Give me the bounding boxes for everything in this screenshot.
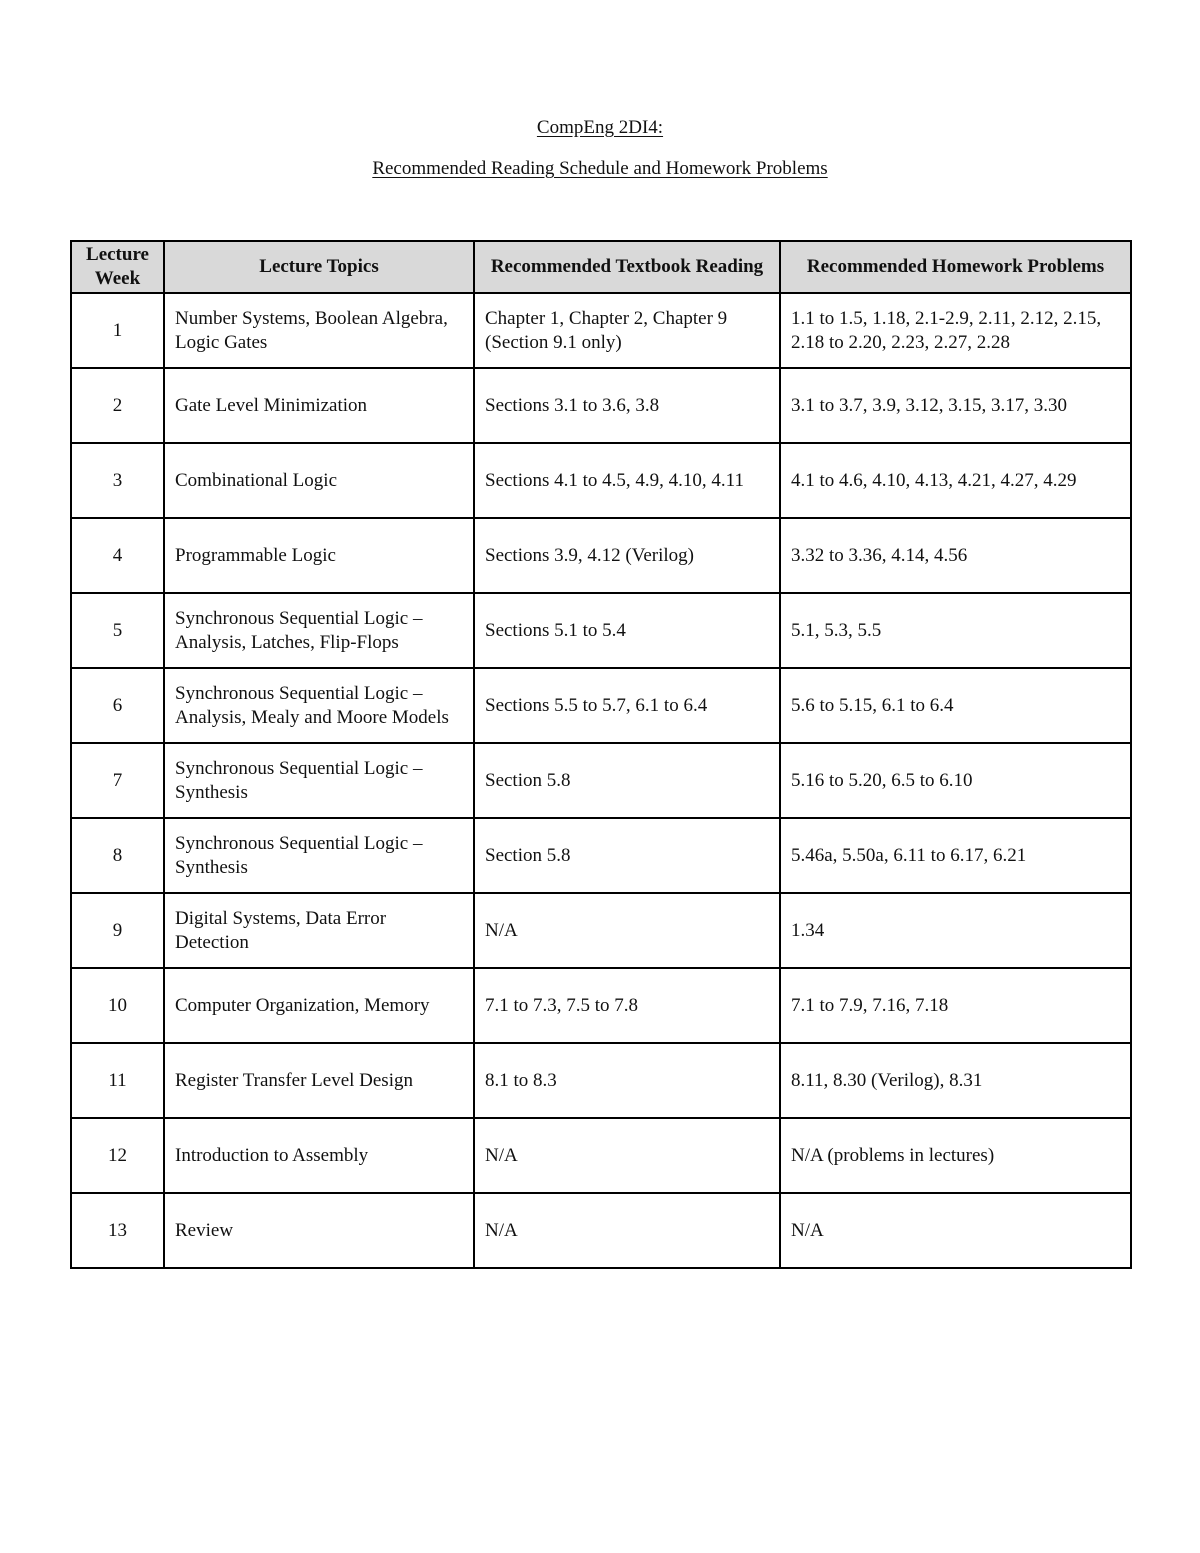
homework-cell: 5.1, 5.3, 5.5 — [780, 593, 1131, 668]
reading-cell: Section 5.8 — [474, 743, 780, 818]
week-cell: 3 — [71, 443, 164, 518]
table-row — [71, 893, 1131, 968]
reading-cell: N/A — [474, 1193, 780, 1268]
week-cell: 12 — [71, 1118, 164, 1193]
week-cell: 7 — [71, 743, 164, 818]
document-title: CompEng 2DI4: — [536, 117, 664, 138]
reading-cell: 7.1 to 7.3, 7.5 to 7.8 — [474, 968, 780, 1043]
table-row — [71, 518, 1131, 593]
table-row — [71, 443, 1131, 518]
topic-cell: Gate Level Minimization — [164, 368, 474, 443]
table-row — [71, 818, 1131, 893]
topic-cell: Combinational Logic — [164, 443, 474, 518]
topic-cell: Digital Systems, Data Error Detection — [164, 893, 474, 968]
reading-cell: Chapter 1, Chapter 2, Chapter 9 (Section 9.1 only) — [474, 293, 780, 368]
topic-cell: Synchronous Sequential Logic – Analysis, Latches, Flip-Flops — [164, 593, 474, 668]
table-row — [71, 1043, 1131, 1118]
schedule-table — [70, 240, 1132, 1269]
header-homework-problems: Recommended Homework Problems — [780, 241, 1131, 293]
homework-cell: 3.1 to 3.7, 3.9, 3.12, 3.15, 3.17, 3.30 — [780, 368, 1131, 443]
homework-cell: 5.6 to 5.15, 6.1 to 6.4 — [780, 668, 1131, 743]
topic-cell: Synchronous Sequential Logic – Synthesis — [164, 818, 474, 893]
topic-cell: Introduction to Assembly — [164, 1118, 474, 1193]
header-textbook-reading: Recommended Textbook Reading — [474, 241, 780, 293]
homework-cell: 8.11, 8.30 (Verilog), 8.31 — [780, 1043, 1131, 1118]
document-subtitle: Recommended Reading Schedule and Homework Problems — [372, 158, 828, 179]
reading-cell: N/A — [474, 1118, 780, 1193]
table-row — [71, 1193, 1131, 1268]
week-cell: 4 — [71, 518, 164, 593]
reading-cell: Sections 4.1 to 4.5, 4.9, 4.10, 4.11 — [474, 443, 780, 518]
topic-cell: Synchronous Sequential Logic – Analysis, Mealy and Moore Models — [164, 668, 474, 743]
week-cell: 5 — [71, 593, 164, 668]
topic-cell: Computer Organization, Memory — [164, 968, 474, 1043]
homework-cell: N/A — [780, 1193, 1131, 1268]
table-row — [71, 1118, 1131, 1193]
table-row — [71, 368, 1131, 443]
week-cell: 1 — [71, 293, 164, 368]
header-lecture-week: Lecture Week — [71, 241, 164, 293]
homework-cell: 5.46a, 5.50a, 6.11 to 6.17, 6.21 — [780, 818, 1131, 893]
homework-cell: 4.1 to 4.6, 4.10, 4.13, 4.21, 4.27, 4.29 — [780, 443, 1131, 518]
table-row — [71, 968, 1131, 1043]
week-cell: 6 — [71, 668, 164, 743]
table-row — [71, 293, 1131, 368]
week-cell: 2 — [71, 368, 164, 443]
topic-cell: Register Transfer Level Design — [164, 1043, 474, 1118]
header-lecture-topics: Lecture Topics — [164, 241, 474, 293]
reading-cell: Sections 5.5 to 5.7, 6.1 to 6.4 — [474, 668, 780, 743]
homework-cell: N/A (problems in lectures) — [780, 1118, 1131, 1193]
week-cell: 13 — [71, 1193, 164, 1268]
reading-cell: Sections 3.9, 4.12 (Verilog) — [474, 518, 780, 593]
reading-cell: 8.1 to 8.3 — [474, 1043, 780, 1118]
reading-cell: Section 5.8 — [474, 818, 780, 893]
homework-cell: 5.16 to 5.20, 6.5 to 6.10 — [780, 743, 1131, 818]
homework-cell: 1.1 to 1.5, 1.18, 2.1-2.9, 2.11, 2.12, 2.15, 2.18 to 2.20, 2.23, 2.27, 2.28 — [780, 293, 1131, 368]
reading-cell: Sections 3.1 to 3.6, 3.8 — [474, 368, 780, 443]
topic-cell: Synchronous Sequential Logic – Synthesis — [164, 743, 474, 818]
week-cell: 9 — [71, 893, 164, 968]
week-cell: 10 — [71, 968, 164, 1043]
topic-cell: Review — [164, 1193, 474, 1268]
week-cell: 8 — [71, 818, 164, 893]
table-header-row — [71, 241, 1131, 293]
reading-cell: Sections 5.1 to 5.4 — [474, 593, 780, 668]
table-row — [71, 668, 1131, 743]
reading-cell: N/A — [474, 893, 780, 968]
homework-cell: 3.32 to 3.36, 4.14, 4.56 — [780, 518, 1131, 593]
homework-cell: 1.34 — [780, 893, 1131, 968]
topic-cell: Number Systems, Boolean Algebra, Logic Gates — [164, 293, 474, 368]
homework-cell: 7.1 to 7.9, 7.16, 7.18 — [780, 968, 1131, 1043]
table-row — [71, 593, 1131, 668]
topic-cell: Programmable Logic — [164, 518, 474, 593]
table-row — [71, 743, 1131, 818]
week-cell: 11 — [71, 1043, 164, 1118]
